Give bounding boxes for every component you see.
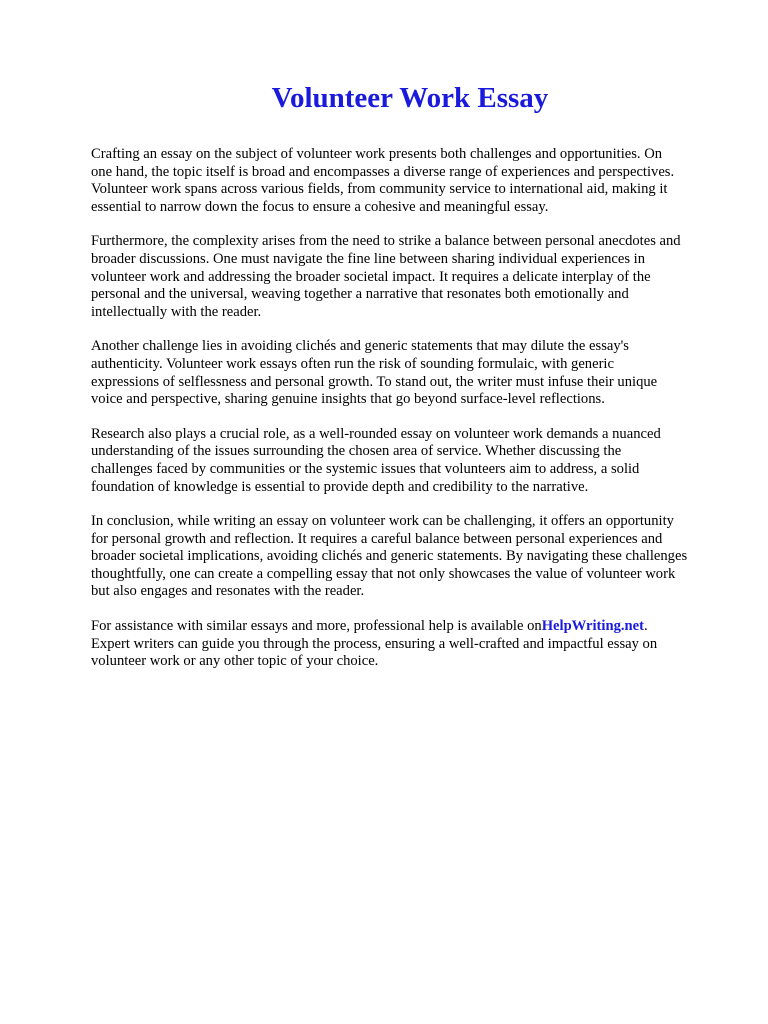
text-line: volunteer work or any other topic of your choice.: [91, 653, 379, 670]
text-line: Expert writers can guide you through the process, ensuring a well-crafted and impactful essay on: [91, 635, 658, 652]
text-line: [91, 618, 731, 636]
text-line: Crafting an essay on the subject of volunteer work presents both challenges and opportunities. On: [91, 146, 663, 162]
text-line: broader societal implications, avoiding clichés and generic statements. By navigating these challenges: [91, 548, 688, 565]
text-line: Another challenge lies in avoiding clichés and generic statements that may dilute the essay's: [91, 338, 629, 355]
essay-body: [91, 146, 731, 688]
text-line: one hand, the topic itself is broad and encompasses a diverse range of experiences and perspectives.: [91, 163, 675, 180]
paragraph-3: [91, 338, 731, 408]
text-line: personal and the universal, weaving together a narrative that resonates both emotionally and: [91, 286, 629, 303]
closing-prefix: For assistance with similar essays and more, professional help is available on: [91, 618, 542, 635]
text-line: In conclusion, while writing an essay on volunteer work can be challenging, it offers an opportunity: [91, 513, 674, 530]
text-line: voice and perspective, sharing genuine insights that go beyond surface-level reflections.: [91, 391, 605, 408]
helpwriting-link[interactable]: HelpWriting.net: [541, 618, 644, 635]
text-line: intellectually with the reader.: [91, 303, 262, 320]
paragraph-4: [91, 426, 731, 496]
text-line: volunteer work and addressing the broader societal impact. It requires a delicate interplay of the: [91, 268, 651, 285]
text-line: understanding of the issues surrounding the chosen area of service. Whether discussing the: [91, 443, 622, 460]
closing-paragraph: [91, 618, 731, 671]
text-line: Research also plays a crucial role, as a well-rounded essay on volunteer work demands a nuanced: [91, 425, 661, 442]
text-line: broader discussions. One must navigate the fine line between sharing individual experiences in: [91, 250, 645, 267]
paragraph-1: [91, 146, 731, 216]
text-line: challenges faced by communities or the systemic issues that volunteers aim to address, a solid: [91, 460, 640, 477]
text-line: essential to narrow down the focus to ensure a cohesive and meaningful essay.: [91, 198, 549, 215]
text-line: Volunteer work spans across various fields, from community service to international aid, making it: [91, 181, 668, 198]
page-title: Volunteer Work Essay: [271, 82, 549, 114]
paragraph-5: [91, 513, 731, 601]
text-line: but also engages and resonates with the reader.: [91, 583, 365, 600]
text-line: thoughtfully, one can create a compelling essay that not only showcases the value of volunteer work: [91, 565, 676, 582]
text-line: Furthermore, the complexity arises from the need to strike a balance between personal anecdotes and: [91, 233, 681, 250]
closing-suffix: .: [643, 618, 648, 635]
text-line: authenticity. Volunteer work essays often run the risk of sounding formulaic, with generic: [91, 355, 614, 372]
text-line: foundation of knowledge is essential to provide depth and credibility to the narrative.: [91, 478, 589, 495]
text-line: for personal growth and reflection. It requires a careful balance between personal experiences and: [91, 530, 663, 547]
paragraph-2: [91, 233, 731, 321]
text-line: expressions of selflessness and personal growth. To stand out, the writer must infuse their unique: [91, 373, 658, 390]
